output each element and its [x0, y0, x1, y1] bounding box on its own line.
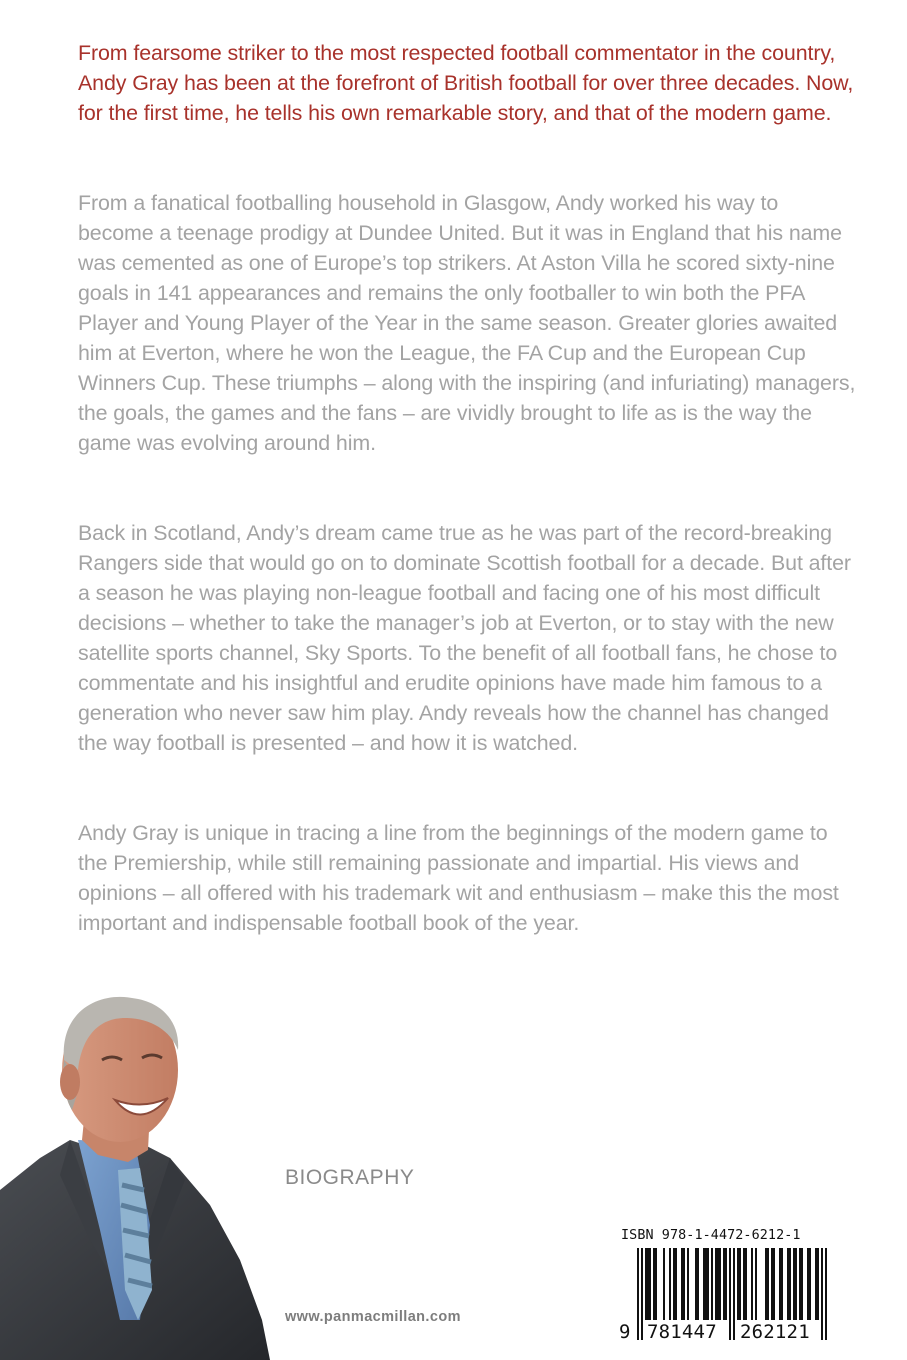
barcode-bar — [809, 1248, 811, 1320]
barcode-bar — [755, 1248, 757, 1320]
barcode-bar — [711, 1248, 713, 1320]
barcode-bar — [751, 1248, 753, 1320]
barcode-bar — [799, 1248, 801, 1320]
barcode-bar — [773, 1248, 775, 1320]
barcode-bar — [697, 1248, 699, 1320]
barcode-bar — [801, 1248, 803, 1320]
barcode-bar — [705, 1248, 707, 1320]
barcode-bar — [707, 1248, 709, 1320]
barcode-bar — [675, 1248, 677, 1320]
barcode-bar — [733, 1248, 735, 1340]
barcode-bar — [645, 1248, 647, 1320]
barcode-bar — [771, 1248, 773, 1320]
barcode-bar — [649, 1248, 651, 1320]
barcode-bar — [641, 1248, 643, 1340]
barcode-bar — [739, 1248, 741, 1320]
barcode-bar — [669, 1248, 671, 1320]
blurb-paragraph-3: Andy Gray is unique in tracing a line from the beginnings of the modern game to the Premiership, while still remaining passionate and impartial. His views and opinions – all offered with his trademark wit and enthusiasm – make this the most important and indispensable football book of the year. — [78, 821, 839, 935]
barcode-bar — [743, 1248, 745, 1320]
blurb-paragraph-2: Back in Scotland, Andy’s dream came true as he was part of the record-breaking Rangers side that would go on to dominate Scottish football for a decade. But after a season he was playing non-league football and facing one of his most difficult decisions – whether to take the manager’s job at Everton, or to stay with the new satellite sports channel, Sky Sports. To the benefit of all football fans, he chose to commentate and his insightful and erudite opinions have made him famous to a generation who never saw him play. Andy reveals how the channel has changed the way football is presented – and how it is watched. — [78, 521, 851, 755]
barcode-bar — [807, 1248, 809, 1320]
publisher-website: www.panmacmillan.com — [285, 1309, 461, 1325]
barcode-bar — [719, 1248, 721, 1320]
barcode-bar — [687, 1248, 689, 1320]
barcode-bar — [815, 1248, 817, 1320]
barcode-bar — [745, 1248, 747, 1320]
barcode-bar — [789, 1248, 791, 1320]
barcode-bar — [683, 1248, 685, 1320]
barcode-bar — [723, 1248, 725, 1320]
barcode-first-digit: 9 — [619, 1321, 631, 1343]
barcode-bar — [717, 1248, 719, 1320]
barcode-bar — [729, 1248, 731, 1340]
barcode-bar — [695, 1248, 697, 1320]
blurb-intro: From fearsome striker to the most respected football commentator in the country, Andy Gray has been at the forefront of British football for over three decades. Now, for the first time, he tells his own remarkable story, and that of the modern game. — [78, 41, 854, 125]
barcode-bar — [681, 1248, 683, 1320]
barcode-bar — [715, 1248, 717, 1320]
barcode-bar — [787, 1248, 789, 1320]
barcode-bar — [821, 1248, 823, 1340]
isbn-label: ISBN 978-1-4472-6212-1 — [621, 1228, 801, 1243]
barcode-bar — [765, 1248, 767, 1320]
barcode-bar — [781, 1248, 783, 1320]
barcode-left-digits: 781447 — [647, 1321, 717, 1343]
barcode-bar — [725, 1248, 727, 1320]
barcode-bar — [703, 1248, 705, 1320]
barcode-bar — [767, 1248, 769, 1320]
barcode-bar — [663, 1248, 665, 1320]
barcode-bar — [637, 1248, 639, 1340]
barcode-bar — [673, 1248, 675, 1320]
barcode-bar — [779, 1248, 781, 1320]
blurb-paragraph-1: From a fanatical footballing household in Glasgow, Andy worked his way to become a teenage prodigy at Dundee United. But it was in England that his name was cemented as one of Europe’s top strikers. At Aston Villa he scored sixty-nine goals in 141 appearances and remains the only footballer to win both the PFA Player and Young Player of the Year in the same season. Greater glories awaited him at Everton, where he won the League, the FA Cup and the European Cup Winners Cup. These triumphs – along with the inspiring (and infuriating) managers, the goals, the games and the fans – are vividly brought to life as is the way the game was evolving around him. — [78, 191, 856, 455]
author-portrait — [0, 990, 280, 1360]
barcode-bar — [793, 1248, 795, 1320]
barcode-bar — [647, 1248, 649, 1320]
isbn-barcode — [617, 1222, 837, 1344]
barcode-bar — [825, 1248, 827, 1340]
barcode-bar — [737, 1248, 739, 1320]
barcode-bar — [655, 1248, 657, 1320]
barcode-bar — [795, 1248, 797, 1320]
barcode-bar — [817, 1248, 819, 1320]
barcode-right-digits: 262121 — [740, 1321, 810, 1343]
barcode-bar — [653, 1248, 655, 1320]
genre-label: BIOGRAPHY — [285, 1166, 415, 1189]
